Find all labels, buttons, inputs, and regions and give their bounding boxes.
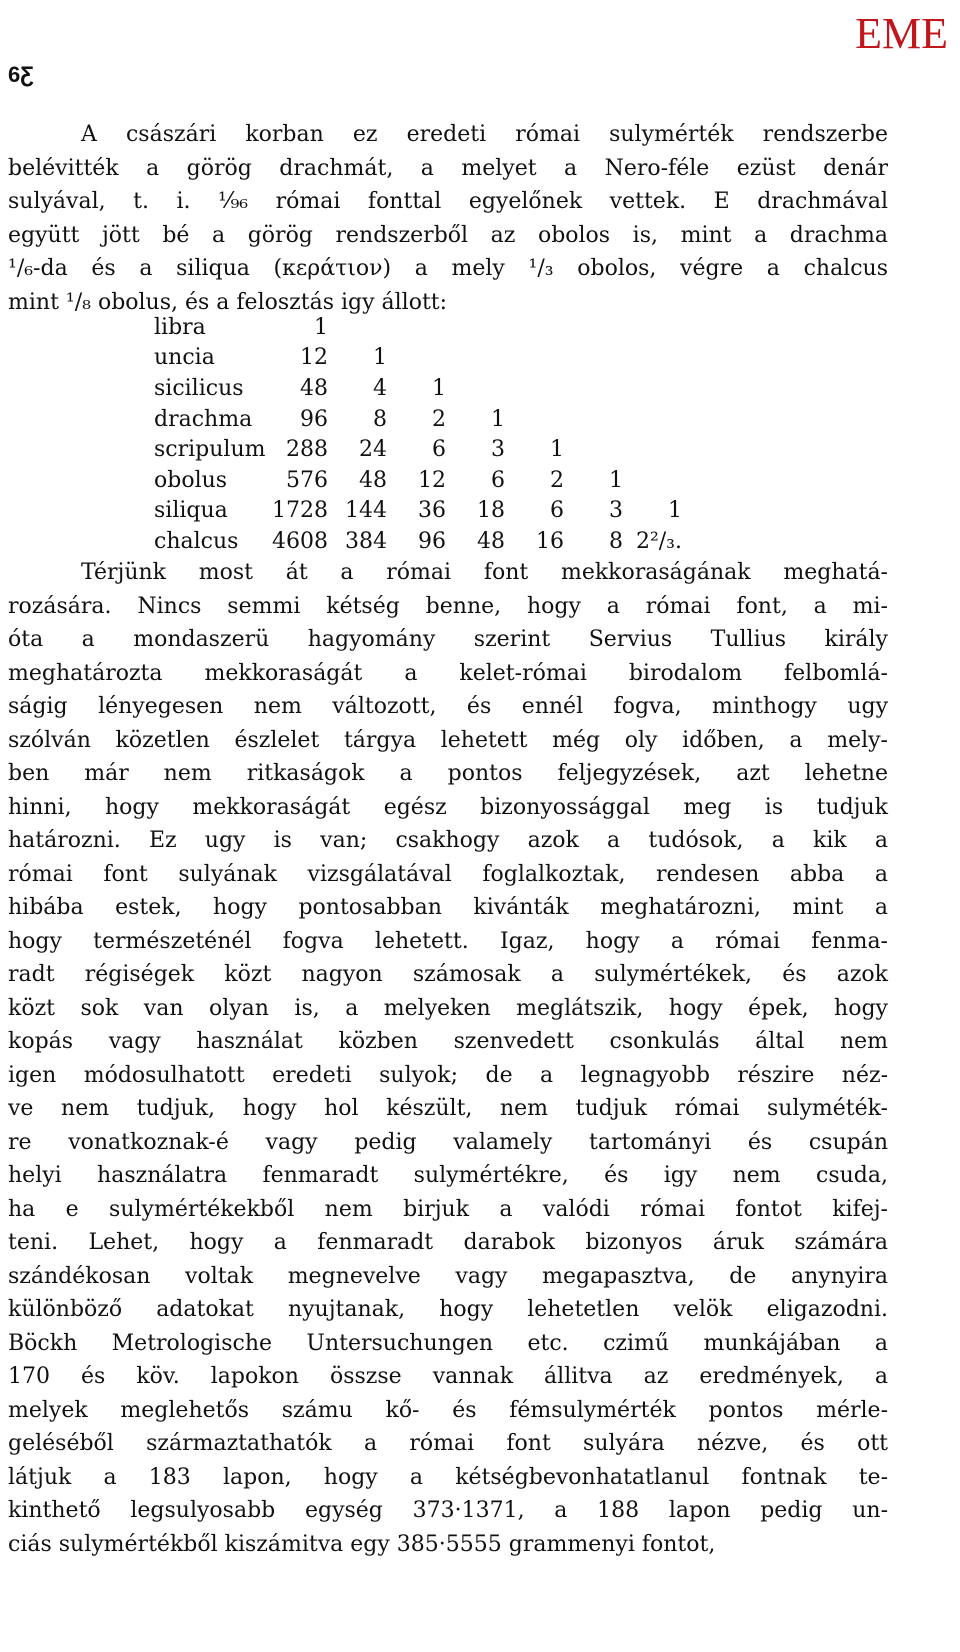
text-line: ciás sulymértékből kiszámitva egy 385·5555 grammenyi fontot, [8,1531,716,1557]
text-line: sulyával, t. i. ¹⁄₉₆ római fonttal egyelőnek vettek. E drachmával [8,189,888,214]
unit-name: obolus [154,467,228,493]
unit-name: libra [154,314,206,340]
text-line: ben már nem ritkaságok a pontos feljegyzések, azt lehetne [8,761,888,786]
unit-name: sicilicus [154,375,244,401]
unit-value: 2 [432,406,446,432]
unit-value: 3 [491,437,505,463]
unit-value: 16 [536,528,564,554]
text-line: ságig lényegesen nem változott, és ennél fogva, minthogy ugy [8,694,888,719]
text-line: hibába estek, hogy pontosabban kivánták meghatározni, mint a [8,895,888,920]
unit-value: 96 [300,406,328,432]
table-row [154,373,682,404]
text-line: óta a mondaszerü hagyomány szerint Servius Tullius király [8,627,888,652]
text-line: kopás vagy használat közben szenvedett csonkulás által nem [8,1029,888,1054]
text-line: határozni. Ez ugy is van; csakhogy azok a tudósok, a kik a [8,828,888,853]
unit-value: 1 [668,498,682,524]
unit-value: 288 [286,437,328,463]
unit-value: 3 [609,498,623,524]
text-line: szólván közetlen észlelet tárgya lehetett még oly időben, a mely- [8,727,888,753]
unit-value: 48 [359,467,387,493]
unit-value: 2²/₃. [635,528,682,554]
unit-value: 1728 [272,498,328,524]
unit-value: 36 [418,498,446,524]
table-row [154,343,682,374]
unit-name: drachma [154,406,253,432]
unit-value: 384 [345,528,387,554]
text-line: A császári korban ez eredeti római sulymérték rendszerbe [81,122,888,147]
text-line: Böckh Metrologische Untersuchungen etc. czimű munkájában a [8,1330,888,1356]
unit-name: uncia [154,345,215,371]
unit-value: 1 [314,314,328,340]
text-line: római font sulyának vizsgálatával foglalkoztak, rendesen abba a [8,861,888,887]
unit-value: 144 [345,498,387,524]
unit-value: 1 [491,406,505,432]
unit-value: 8 [373,406,387,432]
unit-value: 48 [300,375,328,401]
unit-value: 1 [550,437,564,463]
unit-name: scripulum [154,437,266,463]
unit-value: 6 [432,437,446,463]
text-line: közt sok van olyan is, a melyeken meglátszik, hogy épek, hogy [8,995,888,1021]
table-row [154,404,682,435]
unit-value: 1 [432,375,446,401]
text-line: különböző adatokat nyujtanak, hogy lehetetlen velök eligazodni. [8,1297,888,1322]
text-line: szándékosan voltak megnevelve vagy megapasztva, de anynyira [8,1263,888,1289]
eme-logo: EME [855,9,948,58]
text-line: belévitték a görög drachmát, a melyet a Nero-féle ezüst denár [8,155,888,181]
weight-division-table [154,312,682,557]
page-number: 6Ƹ [8,62,34,87]
text-line: geléséből származtathatók a római font sulyára nézve, és ott [8,1431,888,1456]
table-row [154,526,682,557]
unit-name: chalcus [154,528,239,554]
unit-value: 2 [550,467,564,493]
text-line: teni. Lehet, hogy a fenmaradt darabok bizonyos áruk számára [8,1230,888,1255]
unit-value: 4 [373,375,387,401]
table-row [154,434,682,465]
text-line: hinni, hogy mekkoraságát egész bizonyossággal meg is tudjuk [8,794,888,820]
text-line: melyek meglehetős számu kő- és fémsulymérték pontos mérle- [8,1397,888,1423]
table-row [154,496,682,527]
text-line: látjuk a 183 lapon, hogy a kétségbevonhatatlanul fontnak te- [8,1464,888,1490]
text-line: ¹/₆-da és a siliqua (κεράτιον) a mely ¹/₃ obolos, végre a chalcus [8,256,888,281]
unit-name: siliqua [154,498,228,524]
paragraph-2 [8,556,888,1561]
text-line: re vonatkoznak-é vagy pedig valamely tartományi és csupán [8,1129,888,1155]
paragraph-1 [8,118,888,319]
unit-value: 1 [609,467,623,493]
unit-value: 24 [359,437,387,463]
text-line: 170 és köv. lapokon összse vannak állitva az eredmények, a [8,1364,888,1389]
unit-value: 12 [418,467,446,493]
unit-value: 96 [418,528,446,554]
text-line: Térjünk most át a római font mekkoraságának meghatá- [81,560,888,585]
table-row [154,312,682,343]
unit-value: 48 [477,528,505,554]
unit-value: 6 [550,498,564,524]
text-line: mint ¹/₈ obolus, és a felosztás igy állott: [8,289,448,315]
text-line: rozására. Nincs semmi kétség benne, hogy a római font, a mi- [8,593,888,619]
text-line: ha e sulymértékekből nem birjuk a valódi római fontot kifej- [8,1196,888,1222]
unit-value: 4608 [272,528,328,554]
unit-value: 1 [373,345,387,371]
text-line: radt régiségek közt nagyon számosak a sulymértékek, és azok [8,962,888,987]
text-line: igen módosulhatott eredeti sulyok; de a legnagyobb részire néz- [8,1062,888,1088]
unit-value: 8 [609,528,623,554]
unit-value: 18 [477,498,505,524]
text-line: kinthető legsulyosabb egység 373·1371, a 188 lapon pedig un- [8,1498,888,1523]
text-line: együtt jött bé a görög rendszerből az obolos is, mint a drachma [8,222,888,248]
unit-value: 6 [491,467,505,493]
table-row [154,465,682,496]
unit-value: 12 [300,345,328,371]
text-line: ve nem tudjuk, hogy hol készült, nem tudjuk római sulyméték- [8,1096,888,1121]
unit-value: 576 [286,467,328,493]
text-line: hogy természeténél fogva lehetett. Igaz, hogy a római fenma- [8,928,888,954]
text-line: meghatározta mekkoraságát a kelet-római birodalom felbomlá- [8,660,888,686]
text-line: helyi használatra fenmaradt sulymértékre, és igy nem csuda, [8,1163,888,1188]
